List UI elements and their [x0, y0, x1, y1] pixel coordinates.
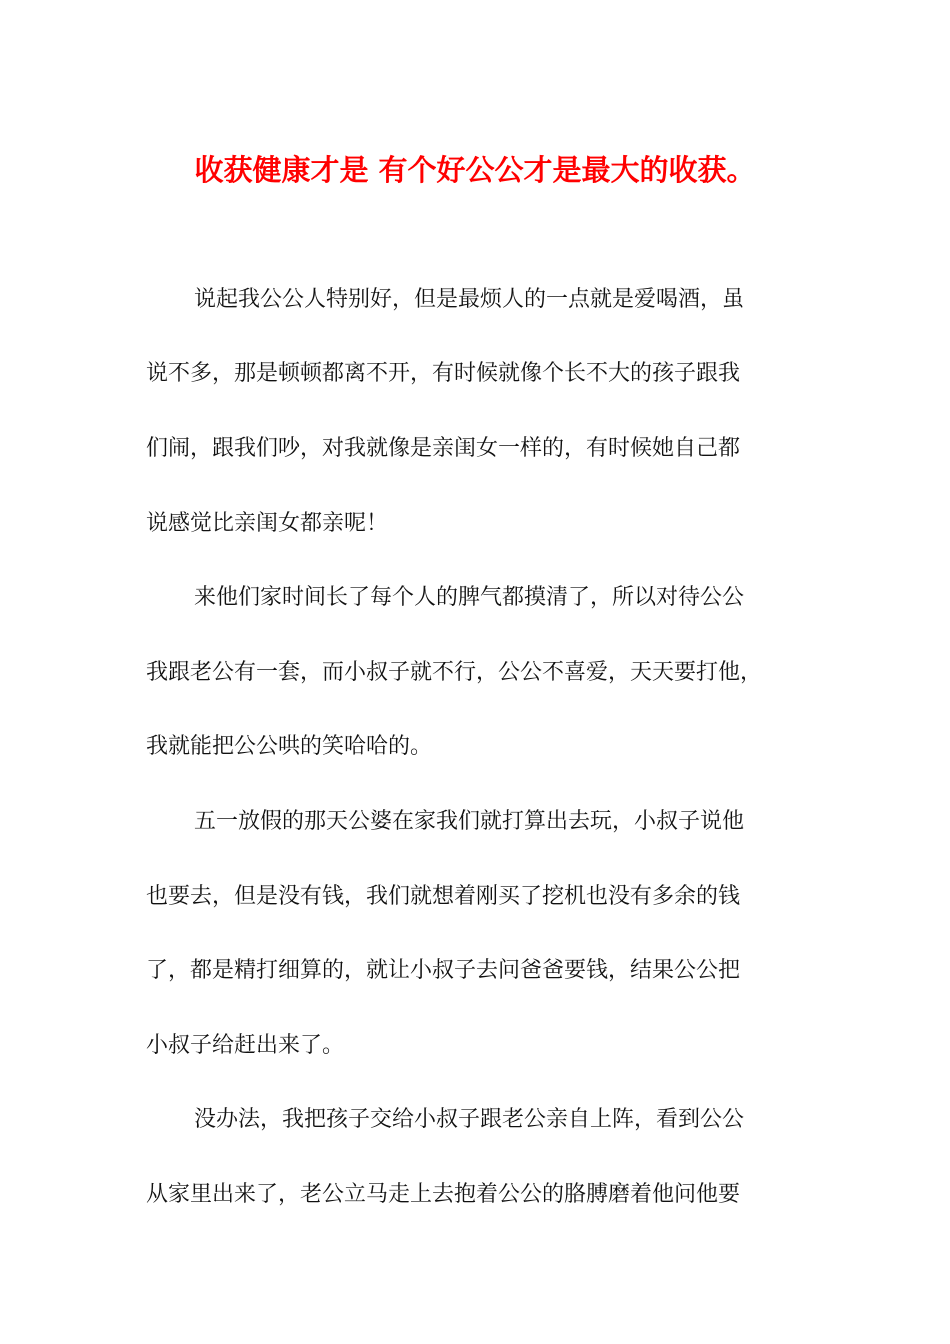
paragraph-1-line-2: 说不多，那是顿顿都离不开，有时候就像个长不大的孩子跟我 [146, 361, 741, 386]
paragraph-1-line-3: 们闹，跟我们吵，对我就像是亲闺女一样的，有时候她自己都 [146, 436, 741, 461]
paragraph-3-line-2: 也要去，但是没有钱，我们就想着刚买了挖机也没有多余的钱 [146, 884, 741, 909]
paragraph-3-line-3: 了，都是精打细算的，就让小叔子去问爸爸要钱，结果公公把 [146, 958, 741, 983]
paragraph-2-line-3: 我就能把公公哄的笑哈哈的。 [146, 734, 433, 759]
paragraph-4-line-2: 从家里出来了，老公立马走上去抱着公公的胳膊磨着他问他要 [146, 1182, 741, 1207]
document-title: 收获健康才是 有个好公公才是最大的收获。 [194, 153, 756, 187]
paragraph-1-line-4: 说感觉比亲闺女都亲呢！ [146, 511, 389, 536]
paragraph-3-line-1: 五一放假的那天公婆在家我们就打算出去玩，小叔子说他 [194, 809, 745, 834]
paragraph-2-line-1: 来他们家时间长了每个人的脾气都摸清了，所以对待公公 [194, 585, 745, 610]
paragraph-3-line-4: 小叔子给赶出来了。 [146, 1033, 345, 1058]
paragraph-4-line-1: 没办法，我把孩子交给小叔子跟老公亲自上阵，看到公公 [194, 1107, 745, 1132]
paragraph-2-line-2: 我跟老公有一套，而小叔子就不行，公公不喜爱，天天要打他， [146, 660, 763, 685]
paragraph-1-line-1: 说起我公公人特别好，但是最烦人的一点就是爱喝酒，虽 [194, 287, 745, 312]
